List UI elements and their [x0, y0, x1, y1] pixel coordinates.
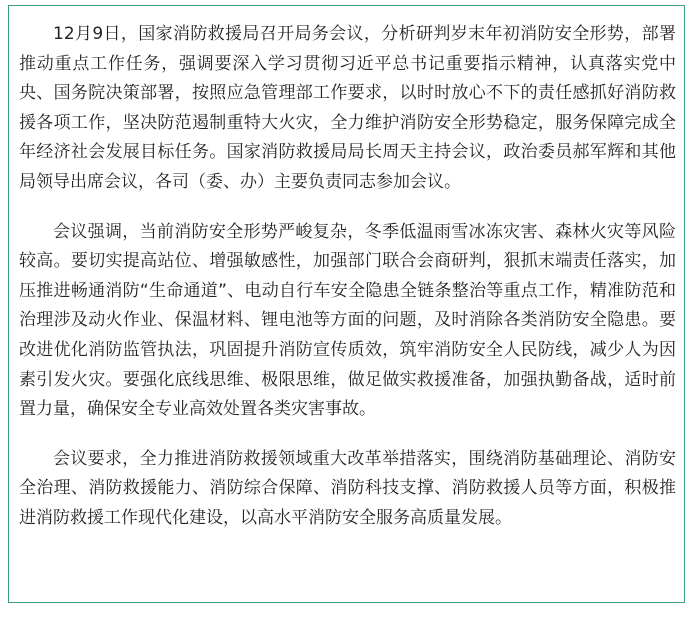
article-paragraph-1: 12月9日，国家消防救援局召开局务会议，分析研判岁末年初消防安全形势，部署推动重点工作任务，强调要深入学习贯彻习近平总书记重要指示精神，认真落实党中央、国务院决策部署，按照应急管理部工作要求，以时时放心不下的责任感抓好消防救援各项工作，坚决防范遏制重特大火灾，全力维护消防安全形势稳定，服务保障完成全年经济社会发展目标任务。国家消防救援局局长周天主持会议，政治委员郝军辉和其他局领导出席会议，各司（委、办）主要负责同志参加会议。	[19, 24, 676, 192]
article-paragraph-3: 会议要求，全力推进消防救援领域重大改革举措落实，围绕消防基础理论、消防安全治理、消防救援能力、消防综合保障、消防科技支撑、消防救援人员等方面，积极推进消防救援工作现代化建设，以高水平消防安全服务高质量发展。	[19, 448, 676, 528]
article-frame	[8, 5, 685, 603]
article-paragraph-2: 会议强调，当前消防安全形势严峻复杂，冬季低温雨雪冰冻灾害、森林火灾等风险较高。要切实提高站位、增强敏感性，加强部门联合会商研判，狠抓末端责任落实，加压推进畅通消防“生命通道”、电动自行车安全隐患全链条整治等重点工作，精准防范和治理涉及动火作业、保温材料、锂电池等方面的问题，及时消除各类消防安全隐患。要改进优化消防监管执法，巩固提升消防宣传质效，筑牢消防安全人民防线，减少人为因素引发火灾。要强化底线思维、极限思维，做足做实救援准备，加强执勤备战，适时前置力量，确保安全专业高效处置各类灾害事故。	[19, 221, 676, 420]
